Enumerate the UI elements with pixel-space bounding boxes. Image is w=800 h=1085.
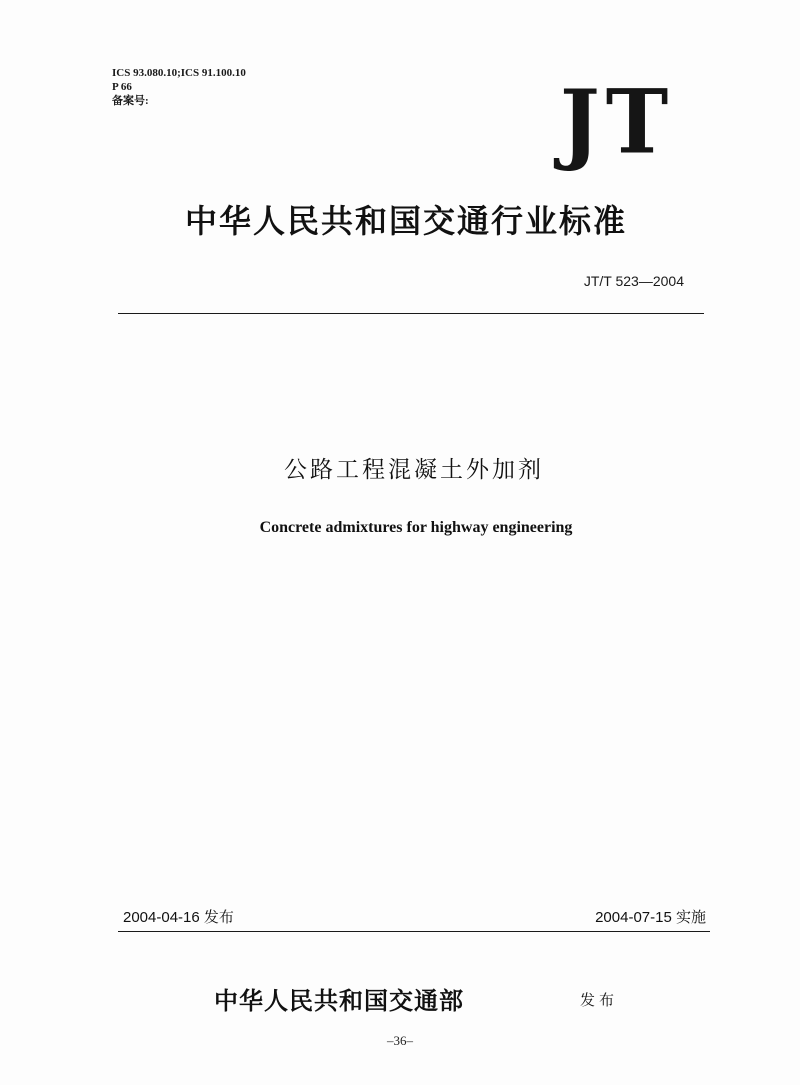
page-number: –36– [387,1033,413,1048]
standard-code: JT/T 523—2004 [583,273,684,289]
bottom-divider [118,931,710,932]
metadata-block [112,66,246,108]
document-title-chinese: 公路工程混凝土外加剂 [284,457,544,483]
publisher-name: 中华人民共和国交通部 [214,987,464,1015]
top-divider [118,313,704,314]
document-title-english: Concrete admixtures for highway engineering [259,519,573,536]
implementation-date: 2004-07-15 实施 [595,909,706,926]
standard-body-title: 中华人民共和国交通行业标准 [184,202,627,240]
ics-code: ICS 93.080.10;ICS 91.100.10 [112,67,246,79]
classification-code: P 66 [112,81,132,93]
issue-date: 2004-04-16 发布 [123,909,234,926]
publish-label: 发布 [580,991,619,1009]
record-number-label: 备案号: [112,95,149,107]
jt-logo: JT [560,69,675,174]
